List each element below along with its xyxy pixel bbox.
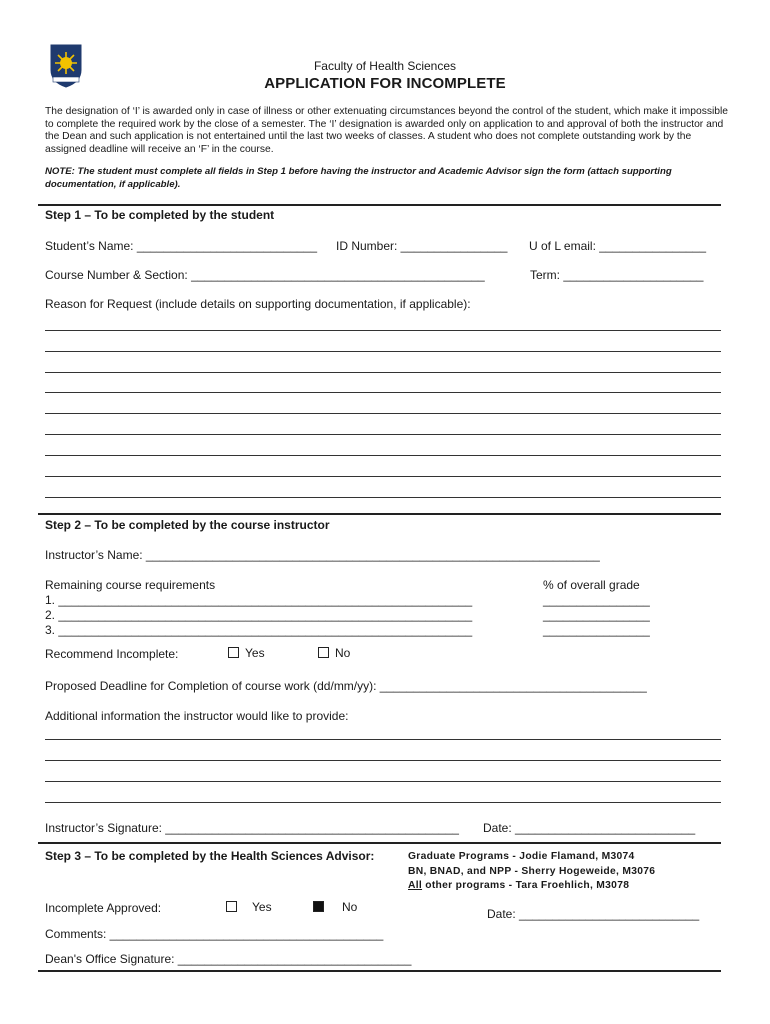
reason-line[interactable]	[45, 497, 721, 498]
advisor-graduate: Graduate Programs - Jodie Flamand, M3074	[408, 851, 635, 862]
requirement-3-field[interactable]: 3. ______________________________________________________________	[45, 623, 473, 637]
reason-line[interactable]	[45, 392, 721, 393]
checkbox-icon[interactable]	[318, 647, 329, 658]
id-number-field[interactable]: ID Number: ________________	[336, 239, 508, 253]
percent-3-field[interactable]: ________________	[543, 623, 650, 637]
section-divider	[38, 204, 721, 206]
section-divider	[38, 842, 721, 844]
instructor-name-field[interactable]: Instructor’s Name: ____________________________________________________________________	[45, 548, 600, 562]
checkbox-icon[interactable]	[226, 901, 237, 912]
requirement-2-field[interactable]: 2. ______________________________________________________________	[45, 608, 473, 622]
section-divider	[38, 513, 721, 515]
advisor-other-rest: other programs - Tara Froehlich, M3078	[422, 880, 630, 891]
reason-label: Reason for Request (include details on supporting documentation, if applicable):	[45, 297, 471, 311]
additional-info-line[interactable]	[45, 739, 721, 740]
step1-heading: Step 1 – To be completed by the student	[45, 208, 275, 222]
yes-label: Yes	[245, 646, 265, 660]
recommend-no-option[interactable]	[318, 646, 350, 660]
instructor-signature-field[interactable]: Instructor’s Signature: ____________________________________________	[45, 821, 459, 835]
step2-heading: Step 2 – To be completed by the course instructor	[45, 518, 330, 532]
instructor-date-field[interactable]: Date: ___________________________	[483, 821, 696, 835]
term-field[interactable]: Term: _____________________	[530, 268, 704, 282]
approved-no-option[interactable]	[313, 900, 357, 914]
checkbox-icon[interactable]	[228, 647, 239, 658]
checked-checkbox-icon[interactable]	[313, 901, 324, 912]
student-name-field[interactable]: Student’s Name: ___________________________	[45, 239, 318, 253]
additional-info-line[interactable]	[45, 760, 721, 761]
no-label: No	[342, 900, 358, 914]
comments-field[interactable]: Comments: _________________________________________	[45, 927, 384, 941]
requirement-1-field[interactable]: 1. ______________________________________________________________	[45, 593, 473, 607]
percent-1-field[interactable]: ________________	[543, 593, 650, 607]
additional-info-line[interactable]	[45, 781, 721, 782]
email-field[interactable]: U of L email: ________________	[529, 239, 707, 253]
additional-info-label: Additional information the instructor would like to provide:	[45, 709, 349, 723]
faculty-name: Faculty of Health Sciences	[313, 59, 457, 73]
proposed-deadline-field[interactable]: Proposed Deadline for Completion of course work (dd/mm/yy): ________________________________________	[45, 679, 647, 693]
intro-paragraph: The designation of ‘I’ is awarded only in case of illness or other extenuating circumstances beyond the control of the student, which make it impossible to complete the required work by the close of a semester. The ‘I’ designation is awarded only on application to and approval of both the instructor and the Dean and such application is not entertained until the last two weeks of classes. A student who does not complete outstanding work by the assigned deadline will receive an ‘F’ in the course.	[45, 106, 729, 155]
note-paragraph: NOTE: The student must complete all fields in Step 1 before having the instructor and Academic Advisor sign the form (attach supporting documentation, if applicable).	[45, 166, 672, 190]
reason-line[interactable]	[45, 351, 721, 352]
reason-line[interactable]	[45, 413, 721, 414]
advisor-other	[408, 879, 655, 894]
reason-line[interactable]	[45, 372, 721, 373]
advisor-contacts	[408, 850, 655, 894]
step3-heading: Step 3 – To be completed by the Health Sciences Advisor:	[45, 849, 375, 863]
reason-line[interactable]	[45, 330, 721, 331]
recommend-yes-option[interactable]	[228, 646, 265, 660]
dean-date-field[interactable]: Date: ___________________________	[487, 907, 700, 921]
bottom-divider	[38, 970, 721, 972]
percent-2-field[interactable]: ________________	[543, 608, 650, 622]
deans-signature-field[interactable]: Dean's Office Signature: ___________________________________	[45, 952, 412, 966]
percent-grade-label: % of overall grade	[543, 578, 640, 592]
approved-yes-option[interactable]	[226, 900, 272, 914]
reason-line[interactable]	[45, 434, 721, 435]
yes-label: Yes	[252, 900, 272, 914]
no-label: No	[335, 646, 351, 660]
form-title: APPLICATION FOR INCOMPLETE	[264, 75, 506, 92]
incomplete-approved-label: Incomplete Approved:	[45, 901, 162, 915]
recommend-incomplete-label: Recommend Incomplete:	[45, 647, 179, 661]
remaining-requirements-label: Remaining course requirements	[45, 578, 216, 592]
additional-info-line[interactable]	[45, 802, 721, 803]
advisor-other-all: All	[408, 880, 423, 891]
advisor-bn: BN, BNAD, and NPP - Sherry Hogeweide, M3076	[408, 865, 656, 877]
course-number-field[interactable]: Course Number & Section: ____________________________________________	[45, 268, 485, 282]
reason-line[interactable]	[45, 455, 721, 456]
reason-line[interactable]	[45, 476, 721, 477]
